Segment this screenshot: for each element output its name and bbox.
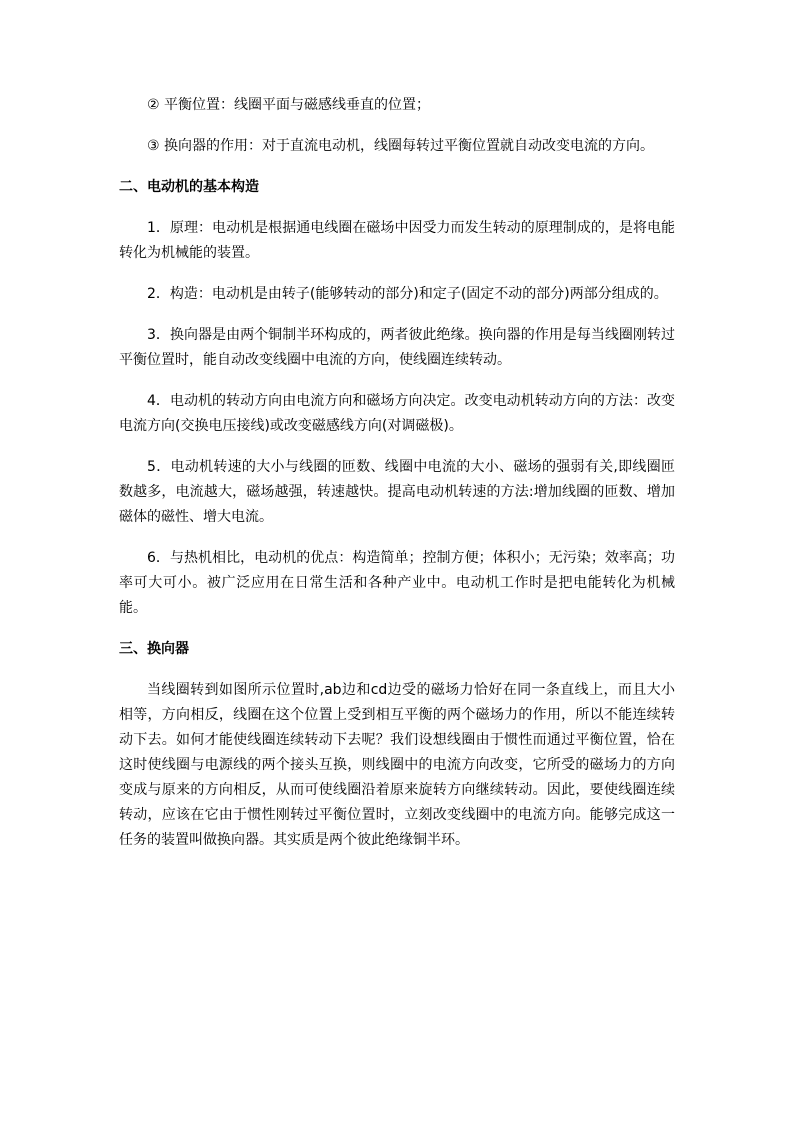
paragraph-commutator: 3．换向器是由两个铜制半环构成的，两者彼此绝缘。换向器的作用是每当线圈刚转过平衡位置时，能自动改变线圈中电流的方向，使线圈连续转动。: [119, 327, 675, 368]
section-heading-motor-structure: 二、电动机的基本构造: [119, 179, 259, 195]
paragraph-rotation-direction: 4．电动机的转动方向由电流方向和磁场方向决定。改变电动机转动方向的方法：改变电流方向(交换电压接线)或改变磁感线方向(对调磁极)。: [119, 393, 675, 434]
paragraph-commutator-explanation: 当线圈转到如图所示位置时,ab边和cd边受的磁场力恰好在同一条直线上，而且大小相等，方向相反，线圈在这个位置上受到相互平衡的两个磁场力的作用，所以不能连续转动下去。如何才能使线圈连续转动下去呢？我们设想线圈由于惯性而通过平衡位置，恰在这时使线圈与电源线的两个接头互换，则线圈中的电流方向改变，它所受的磁场力的方向变成与原来的方向相反，从而可使线圈沿着原来旋转方向继续转动。因此，要使线圈连续转动，应该在它由于惯性刚转过平衡位置时，立刻改变线圈中的电流方向。能够完成这一任务的装置叫做换向器。其实质是两个彼此绝缘铜半环。: [119, 682, 675, 848]
paragraph-rotation-speed: 5．电动机转速的大小与线圈的匝数、线圈中电流的大小、磁场的强弱有关,即线圈匝数越多，电流越大，磁场越强，转速越快。提高电动机转速的方法:增加线圈的匝数、增加磁体的磁性、增大电流。: [119, 459, 675, 525]
section-heading-commutator: 三、换向器: [119, 641, 189, 657]
paragraph-commutator-function: ③ 换向器的作用：对于直流电动机，线圈每转过平衡位置就自动改变电流的方向。: [147, 138, 654, 154]
paragraph-construction: 2．构造：电动机是由转子(能够转动的部分)和定子(固定不动的部分)两部分组成的。: [147, 286, 668, 302]
paragraph-advantages: 6．与热机相比，电动机的优点：构造简单；控制方便；体积小；无污染；效率高；功率可大可小。被广泛应用在日常生活和各种产业中。电动机工作时是把电能转化为机械能。: [119, 550, 675, 616]
paragraph-balance-position: ② 平衡位置：线圈平面与磁感线垂直的位置；: [147, 97, 430, 113]
paragraph-principle: 1．原理：电动机是根据通电线圈在磁场中因受力而发生转动的原理制成的，是将电能转化为机械能的装置。: [119, 220, 675, 261]
document-body: [119, 93, 675, 853]
